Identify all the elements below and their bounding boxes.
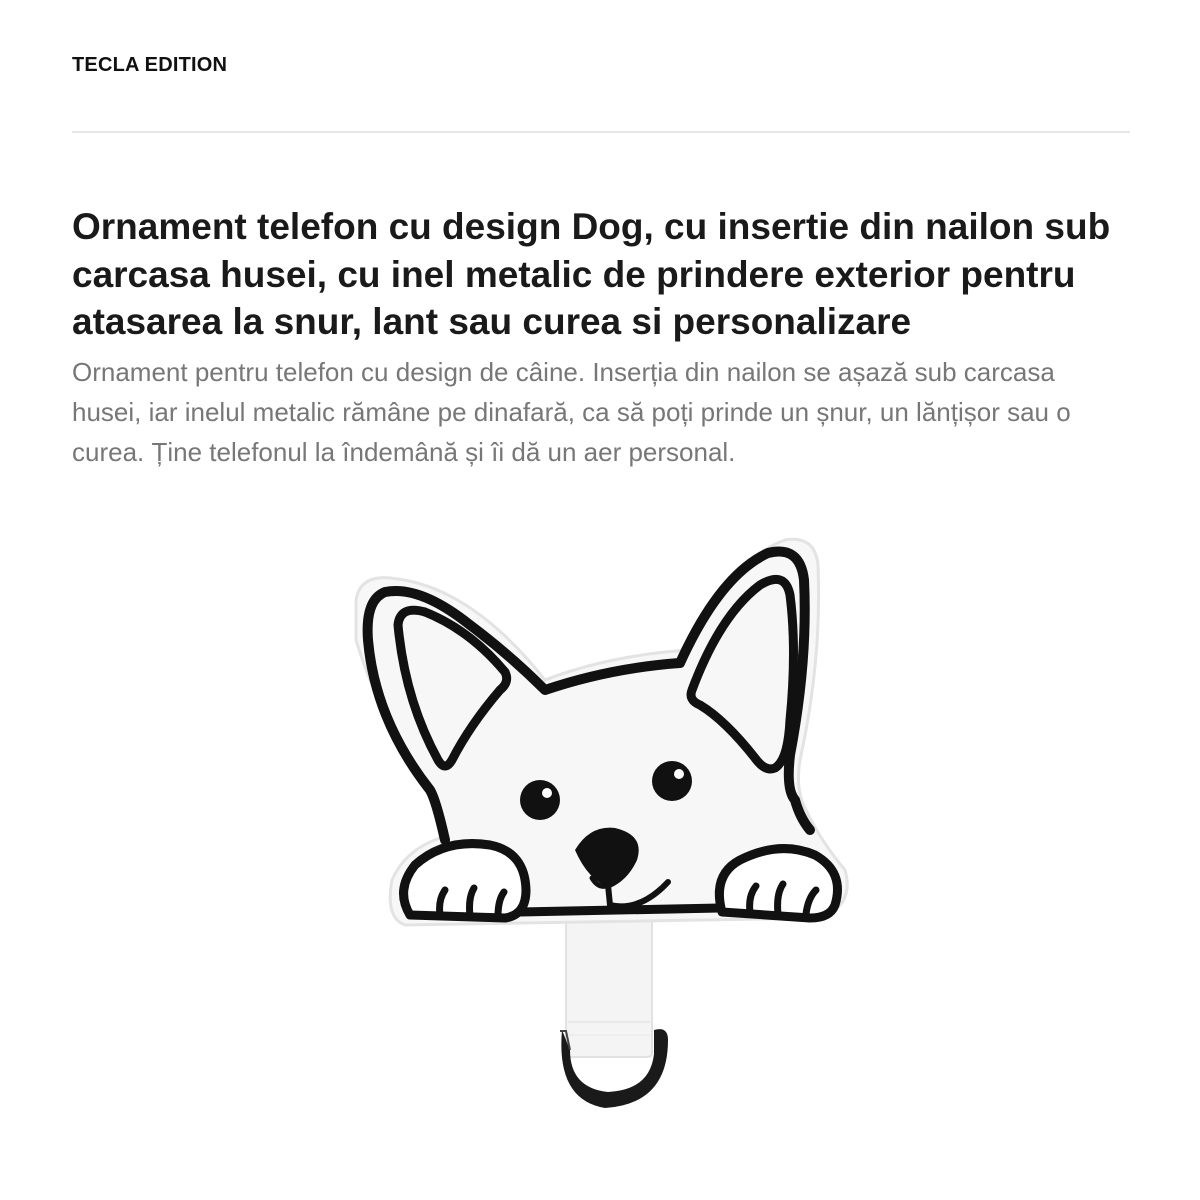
- brand-logo[interactable]: TECLA EDITION: [72, 54, 228, 76]
- header-divider: [72, 131, 1130, 133]
- product-description: Ornament pentru telefon cu design de câine. Inserția din nailon se așază sub carcasa husei, iar inelul metalic rămâne pe dinafară, ca să poți prinde un șnur, un lănțișor sau o curea. Ține telefonul la îndemână și îi dă un aer personal.: [72, 357, 1071, 467]
- nylon-strap: [566, 905, 652, 1057]
- left-eye-icon: [520, 780, 560, 820]
- product-title: Ornament telefon cu design Dog, cu insertie din nailon sub carcasa husei, cu inel metalic de prindere exterior pentru atasarea la snur, lant sau curea si personalizare: [72, 206, 1111, 342]
- left-paw: [404, 844, 526, 918]
- chin-line: [520, 908, 720, 912]
- right-eye-icon: [652, 761, 692, 801]
- dog-phone-charm-image: [340, 530, 860, 1130]
